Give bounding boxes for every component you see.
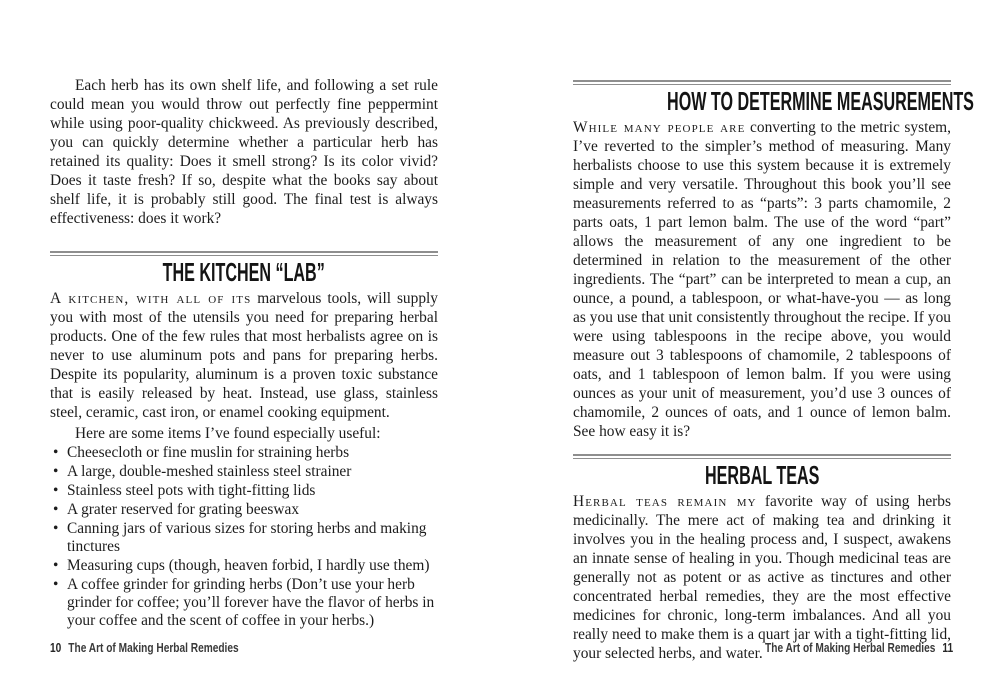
right-page bbox=[573, 80, 974, 663]
section-heading-text: THE KITCHEN “LAB” bbox=[162, 257, 326, 287]
bullet-icon: • bbox=[53, 501, 59, 518]
section-divider-rule bbox=[573, 454, 951, 459]
paragraph-measurements bbox=[573, 118, 951, 441]
paragraph-body-text: favorite way of using herbs medicinally. The mere act of making tea and drinking it involves you in the healing process and, I suspect, awakens an innate sense of healing in you. Though medicinal teas are generally not as potent or as active as tinctures and other concentrated herbal remedies, they are the most effective medicines for chronic, long-term imbalances. And all you really need to make them is a quart jar with a tight-fitting lid, your selected herbs, and water. bbox=[573, 493, 951, 662]
list-item bbox=[50, 520, 438, 556]
list-item bbox=[50, 463, 438, 481]
section-divider-rule bbox=[50, 251, 438, 256]
section-heading-kitchen-lab bbox=[50, 259, 438, 285]
list-item-text: Stainless steel pots with tight-fitting lids bbox=[67, 482, 316, 499]
footer-text bbox=[765, 640, 953, 655]
section-heading-herbal-teas bbox=[573, 462, 951, 488]
footer-text bbox=[50, 640, 239, 655]
list-item bbox=[50, 482, 438, 500]
list-item-text: A large, double-meshed stainless steel strainer bbox=[67, 463, 352, 480]
list-item bbox=[50, 501, 438, 519]
list-item-text: A grater reserved for grating beeswax bbox=[67, 501, 300, 518]
paragraph-herb-shelf-life: Each herb has its own shelf life, and following a set rule could mean you would throw out perfectly fine peppermint while using poor-quality chickweed. As previously described, you can quickly determine whether a particular herb has retained its quality: Does it smell strong? Is its color vivid? Does it taste fresh? If so, despite what the books say about shelf life, it is probably still good. The final test is always effectiveness: does it work? bbox=[50, 77, 438, 227]
list-item-text: A coffee grinder for grinding herbs (Don’t use your herb grinder for coffee; you’ll forever have the flavor of herbs in your coffee and the scent of coffee in your herbs.) bbox=[67, 576, 435, 629]
paragraph-kitchen-lab bbox=[50, 289, 438, 422]
smallcaps-opener: While many people are bbox=[573, 119, 746, 136]
useful-items-list bbox=[50, 444, 438, 630]
bullet-icon: • bbox=[53, 557, 59, 574]
list-item-text: Measuring cups (though, heaven forbid, I hardly use them) bbox=[67, 557, 430, 574]
list-item-text: Canning jars of various sizes for storing herbs and making tinctures bbox=[67, 520, 427, 555]
bullet-icon: • bbox=[53, 520, 59, 537]
right-page-footer bbox=[712, 640, 953, 655]
paragraph-herbal-teas bbox=[573, 492, 951, 663]
bullet-icon: • bbox=[53, 576, 59, 593]
smallcaps-opener: A kitchen, with all of its bbox=[50, 290, 252, 307]
section-heading-text: HERBAL TEAS bbox=[704, 460, 820, 490]
section-heading-text: HOW TO DETERMINE MEASUREMENTS bbox=[667, 86, 974, 116]
left-page bbox=[50, 76, 438, 631]
left-page-footer bbox=[50, 640, 292, 655]
bullet-icon: • bbox=[53, 482, 59, 499]
list-intro: Here are some items I’ve found especially useful: bbox=[75, 425, 381, 442]
page-number: 10 bbox=[50, 640, 62, 655]
paragraph-body-text: marvelous tools, will supply you with most of the utensils you need for preparing herbal products. One of the few rules that most herbalists agree on is never to use aluminum pots and pans for preparing herbs. Despite its popularity, aluminum is a proven toxic substance that is easily released by heat. Instead, use glass, stainless steel, ceramic, cast iron, or enamel cooking equipment. bbox=[50, 290, 438, 421]
bullet-icon: • bbox=[53, 463, 59, 480]
book-title: The Art of Making Herbal Remedies bbox=[764, 640, 936, 655]
paragraph-body-text: converting to the metric system, I’ve reverted to the simpler’s method of measuring. Many herbalists choose to use this system because it is extremely simple and very versatile. Throughout this book you’ll see measurements referred to as “parts”: 3 parts chamomile, 2 parts oats, 1 part lemon balm. The use of the word “part” allows the measurement of any one ingredient to be determined in relation to the measurement of the other ingredients. The “part” can be interpreted to mean a cup, an ounce, a pound, a tablespoon, or what-have-you — as long as you use that unit consistently throughout the recipe. If you were using tablespoons in the recipe above, you would measure out 3 tablespoons of chamomile, 2 tablespoons of oats, and 1 tablespoon of lemon balm. If you were using ounces as your unit of measurement, you’d use 3 ounces of chamomile, 2 ounces of oats, and 1 ounce of lemon balm. See how easy it is? bbox=[573, 119, 951, 440]
list-item-text: Cheesecloth or fine muslin for straining herbs bbox=[67, 444, 350, 461]
page-number: 11 bbox=[942, 640, 953, 655]
smallcaps-opener: Herbal teas remain my bbox=[573, 493, 757, 510]
book-title: The Art of Making Herbal Remedies bbox=[68, 640, 239, 655]
list-item bbox=[50, 444, 438, 462]
section-heading-measurements bbox=[573, 86, 974, 116]
section-divider-rule bbox=[573, 80, 951, 85]
list-item bbox=[50, 576, 438, 630]
bullet-icon: • bbox=[53, 444, 59, 461]
list-item bbox=[50, 557, 438, 575]
